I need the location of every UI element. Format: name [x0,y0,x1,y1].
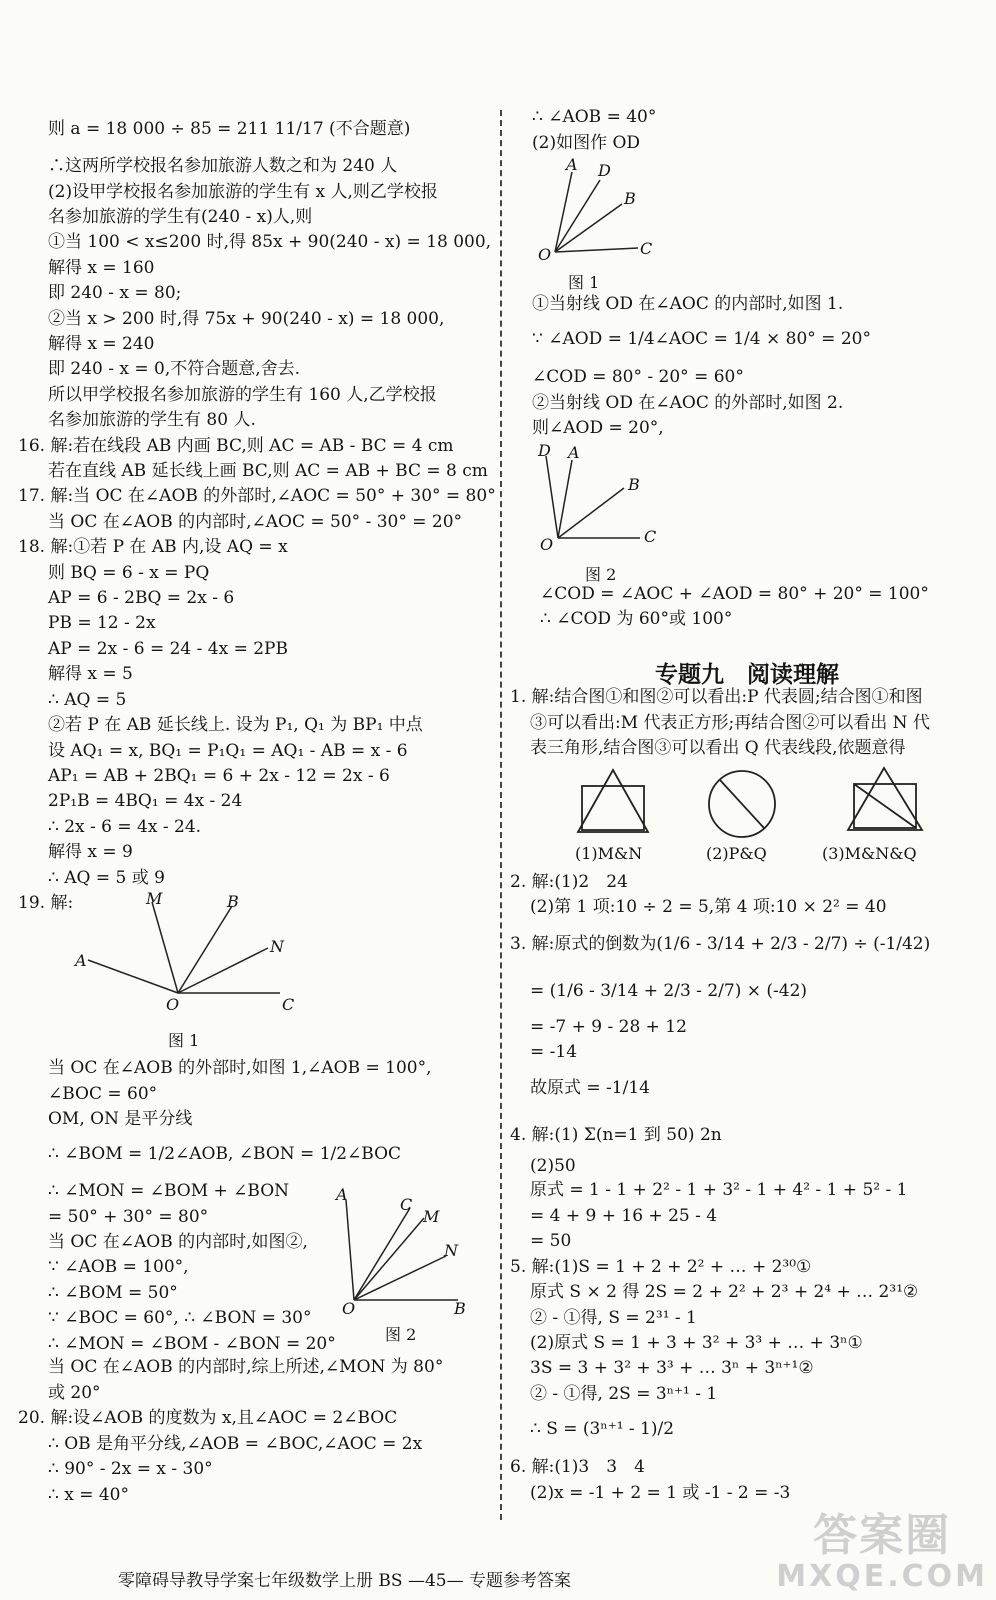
text-line: ②当射线 OD 在∠AOC 的外部时,如图 2. [532,393,844,413]
text-line: ∠BOC = 60° [48,1084,158,1104]
text-line: 当 OC 在∠AOB 的外部时,如图 1,∠AOB = 100°, [48,1058,432,1078]
svg-text:C: C [640,239,653,258]
text-line: 1. 解:结合图①和图②可以看出:P 代表圆;结合图①和图 [510,687,923,707]
svg-text:C: C [400,1195,413,1214]
text-line: 设 AQ₁ = x, BQ₁ = P₁Q₁ = AQ₁ - AB = x - 6 [48,741,408,761]
figure-caption: 图 2 [385,1325,417,1344]
shape-caption: (3)M&N&Q [822,844,917,863]
text-line: ∴ 2x - 6 = 4x - 24. [48,817,202,837]
text-line: ∴ S = (3ⁿ⁺¹ - 1)/2 [530,1419,675,1439]
svg-text:O: O [538,245,552,264]
text-line: 原式 S × 2 得 2S = 2 + 2² + 2³ + 2⁴ + … 2³¹② [530,1282,919,1302]
text-line: 名参加旅游的学生有(240 - x)人,则 [48,207,313,227]
text-line: ∴ 90° - 2x = x - 30° [48,1459,213,1479]
svg-text:C: C [644,527,657,546]
text-line: 或 20° [48,1383,101,1403]
text-line: PB = 12 - 2x [48,613,156,633]
text-line: 解得 x = 5 [48,664,133,684]
angle-figure-1 [70,888,310,1028]
text-line: ∵ ∠BOC = 60°, ∴ ∠BON = 30° [48,1308,312,1328]
svg-text:O: O [540,535,554,554]
text-line: ①当 100 < x≤200 时,得 85x + 90(240 - x) = 18 000, [48,232,492,252]
svg-text:A: A [336,1185,348,1204]
column-divider [500,110,502,1520]
text-line: 18. 解:①若 P 在 AB 内,设 AQ = x [18,537,288,557]
text-line: = (1/6 - 3/14 + 2/3 - 2/7) × (-42) [530,981,808,1001]
svg-text:B: B [227,892,239,911]
text-line: 则 a = 18 000 ÷ 85 = 211 11/17 (不合题意) [48,119,411,139]
text-line: OM, ON 是平分线 [48,1109,193,1129]
text-line: 名参加旅游的学生有 80 人. [48,410,256,430]
text-line: ② - ①得, 2S = 3ⁿ⁺¹ - 1 [530,1384,718,1404]
text-line: 若在直线 AB 延长线上画 BC,则 AC = AB + BC = 8 cm [48,461,488,481]
watermark-logo [776,1499,988,1594]
svg-text:N: N [444,1241,458,1260]
text-line: = 50° + 30° = 80° [48,1207,209,1227]
figure-caption: 图 2 [585,565,617,584]
text-line: 2. 解:(1)2 24 [510,872,628,892]
text-line: ∴ AQ = 5 或 9 [48,868,165,888]
text-line: ①当射线 OD 在∠AOC 的内部时,如图 1. [532,294,844,314]
text-line: (2)设甲学校报名参加旅游的学生有 x 人,则乙学校报 [48,182,438,202]
svg-text:A: A [568,443,580,462]
text-line: 当 OC 在∠AOB 的内部时,如图②, [48,1232,308,1252]
svg-text:D: D [538,441,551,460]
figure-caption: 图 1 [168,1031,200,1050]
text-line: 则 BQ = 6 - x = PQ [48,563,210,583]
text-line: 故原式 = -1/14 [530,1078,650,1098]
shape-caption: (2)P&Q [706,844,767,863]
svg-text:B: B [628,475,640,494]
angle-figure-right-2 [530,438,670,558]
text-line: ∵ ∠AOD = 1/4∠AOC = 1/4 × 80° = 20° [532,329,871,349]
section-title: 专题九 阅读理解 [655,662,839,688]
text-line: ∴ ∠MON = ∠BOM + ∠BON [48,1181,290,1201]
text-line: ∴ OB 是角平分线,∠AOB = ∠BOC,∠AOC = 2x [48,1434,423,1454]
text-line: 17. 解:当 OC 在∠AOB 的外部时,∠AOC = 50° + 30° = 80° [18,486,496,506]
text-line: 当 OC 在∠AOB 的内部时,∠AOC = 50° - 30° = 20° [48,512,463,532]
text-line: ∴ ∠AOB = 40° [532,107,657,127]
text-line: AP = 2x - 6 = 24 - 4x = 2PB [48,639,288,659]
text-line: ∴ ∠BOM = 1/2∠AOB, ∠BON = 1/2∠BOC [48,1144,402,1164]
text-line: 解得 x = 160 [48,258,155,278]
text-line: 当 OC 在∠AOB 的内部时,综上所述,∠MON 为 80° [48,1357,444,1377]
text-line: (2)50 [530,1156,576,1176]
figure-caption: 图 1 [568,273,600,292]
text-line: = 50 [530,1231,572,1251]
text-line: ∴ x = 40° [48,1485,129,1505]
text-line: = 4 + 9 + 16 + 25 - 4 [530,1206,718,1226]
text-line: (2)原式 S = 1 + 3 + 3² + 3³ + … + 3ⁿ① [530,1333,863,1353]
text-line: ② - ①得, S = 2³¹ - 1 [530,1308,697,1328]
text-line: 20. 解:设∠AOB 的度数为 x,且∠AOC = 2∠BOC [18,1408,398,1428]
text-line: 16. 解:若在线段 AB 内画 BC,则 AC = AB - BC = 4 cm [18,436,454,456]
text-line: 则∠AOD = 20°, [532,418,664,438]
text-line: = -14 [530,1042,578,1062]
svg-text:D: D [598,161,611,180]
watermark-bottom: MXQE.COM [776,1559,988,1594]
svg-text:M: M [423,1207,440,1226]
text-line: ③可以看出:M 代表正方形;再结合图②可以看出 N 代 [530,713,930,733]
svg-text:C: C [282,995,295,1014]
text-line: ∴这两所学校报名参加旅游人数之和为 240 人 [48,156,398,176]
text-line: 2P₁B = 4BQ₁ = 4x - 24 [48,791,243,811]
text-line: = -7 + 9 - 28 + 12 [530,1017,687,1037]
square-triangle-shape [572,766,662,838]
page-footer: 零障碍导教导学案七年级数学上册 BS —45— 专题参考答案 [118,1571,571,1591]
angle-figure-right-1 [530,156,670,266]
svg-text:B: B [624,189,636,208]
text-line: ∴ ∠COD 为 60°或 100° [540,609,733,629]
circle-line-shape [702,764,784,844]
text-line: 所以甲学校报名参加旅游的学生有 160 人,乙学校报 [48,385,437,405]
text-line: ∠COD = 80° - 20° = 60° [532,367,744,387]
text-line: AP = 6 - 2BQ = 2x - 6 [48,588,235,608]
text-line: 5. 解:(1)S = 1 + 2 + 2² + … + 2³⁰① [510,1257,812,1277]
text-line: 19. 解: [18,893,74,913]
watermark-top: 答案圈 [813,1510,952,1561]
text-line: 6. 解:(1)3 3 4 [510,1457,645,1477]
text-line: AP₁ = AB + 2BQ₁ = 6 + 2x - 12 = 2x - 6 [48,766,390,786]
text-line: 3. 解:原式的倒数为(1/6 - 3/14 + 2/3 - 2/7) ÷ (-1/42) [510,934,931,954]
text-line: 4. 解:(1) Σ(n=1 到 50) 2n [510,1125,722,1145]
svg-text:A: A [566,156,578,174]
text-line: ∴ AQ = 5 [48,690,127,710]
text-line: (2)x = -1 + 2 = 1 或 -1 - 2 = -3 [530,1483,791,1503]
text-line: 3S = 3 + 3² + 3³ + … 3ⁿ + 3ⁿ⁺¹② [530,1358,814,1378]
text-line: 解得 x = 240 [48,334,155,354]
shape-caption: (1)M&N [575,844,643,863]
text-line: 表三角形,结合图③可以看出 Q 代表线段,依题意得 [530,738,906,758]
square-triangle-line-shape [842,764,932,836]
svg-text:O: O [342,1299,356,1318]
text-line: ∠COD = ∠AOC + ∠AOD = 80° + 20° = 100° [540,584,929,604]
text-line: (2)第 1 项:10 ÷ 2 = 5,第 4 项:10 × 2² = 40 [530,897,887,917]
text-line: 即 240 - x = 0,不符合题意,舍去. [48,359,301,379]
svg-text:B: B [454,1299,466,1318]
svg-text:M: M [146,889,163,908]
text-line: ∴ ∠MON = ∠BOM - ∠BON = 20° [48,1334,336,1354]
text-line: ∴ ∠BOM = 50° [48,1283,178,1303]
text-line: 即 240 - x = 80; [48,283,182,303]
text-line: 解得 x = 9 [48,842,133,862]
text-line: ②当 x > 200 时,得 75x + 90(240 - x) = 18 000, [48,309,445,329]
text-line: ②若 P 在 AB 延长线上. 设为 P₁, Q₁ 为 BP₁ 中点 [48,715,423,735]
svg-text:A: A [75,951,87,970]
angle-figure-2 [328,1182,478,1322]
text-line: 原式 = 1 - 1 + 2² - 1 + 3² - 1 + 4² - 1 + 5² - 1 [530,1180,908,1200]
text-line: (2)如图作 OD [532,133,641,153]
svg-text:O: O [166,995,180,1014]
text-line: ∵ ∠AOB = 100°, [48,1257,189,1277]
svg-text:N: N [270,937,284,956]
